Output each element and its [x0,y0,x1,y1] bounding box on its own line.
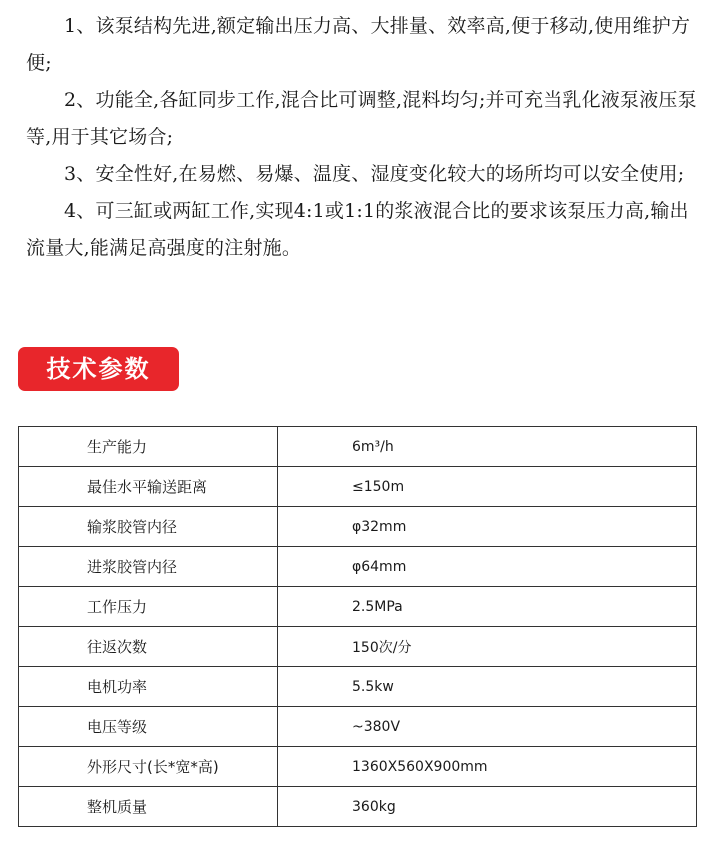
table-row [19,667,697,707]
spec-value: 6m³/h [278,427,697,467]
spec-label: 往返次数 [19,627,278,667]
intro-paragraph-4: 4、可三缸或两缸工作,实现4:1或1:1的浆液混合比的要求该泵压力高,输出流量大,能满足高强度的注射施。 [26,200,689,259]
spec-value: 2.5MPa [278,587,697,627]
spec-value: 360kg [278,787,697,827]
table-row [19,467,697,507]
table-row [19,427,697,467]
spec-value: φ32mm [278,507,697,547]
spec-value: 1360X560X900mm [278,747,697,787]
table-row [19,587,697,627]
intro-text [26,8,701,267]
spec-value: ~380V [278,707,697,747]
spec-label: 电机功率 [19,667,278,707]
spec-label: 最佳水平输送距离 [19,467,278,507]
spec-label: 整机质量 [19,787,278,827]
spec-label: 工作压力 [19,587,278,627]
spec-label: 进浆胶管内径 [19,547,278,587]
table-row [19,747,697,787]
intro-paragraph-2: 2、功能全,各缸同步工作,混合比可调整,混料均匀;并可充当乳化液泵液压泵等,用于其它场合; [26,89,697,148]
spec-value: ≤150m [278,467,697,507]
spec-label: 电压等级 [19,707,278,747]
table-row [19,787,697,827]
table-row [19,707,697,747]
spec-label: 生产能力 [19,427,278,467]
table-row [19,547,697,587]
intro-paragraph-3: 3、安全性好,在易燃、易爆、温度、湿度变化较大的场所均可以安全使用; [64,163,685,185]
spec-table [18,426,697,827]
spec-label: 外形尺寸(长*宽*高) [19,747,278,787]
spec-value: 5.5kw [278,667,697,707]
section-title-badge: 技术参数 [18,347,179,391]
spec-value: φ64mm [278,547,697,587]
spec-value: 150次/分 [278,627,697,667]
intro-paragraph-1: 1、该泵结构先进,额定输出压力高、大排量、效率高,便于移动,使用维护方便; [26,15,691,74]
table-row [19,507,697,547]
spec-label: 输浆胶管内径 [19,507,278,547]
table-row [19,627,697,667]
